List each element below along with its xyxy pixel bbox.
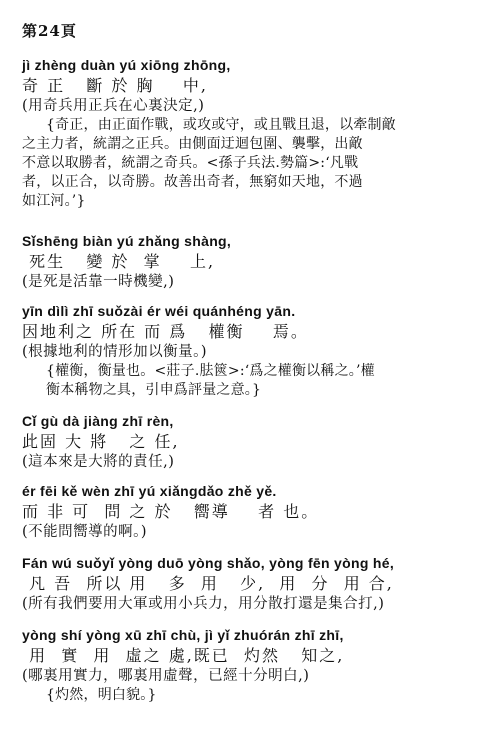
pinyin-line: Sǐshēng biàn yú zhǎng shàng, [22, 233, 232, 249]
translation-line: (這本來是大將的責任,) [22, 454, 175, 470]
note-line: 者，以正合，以奇勝。故善出奇者，無窮如天地，不過 [22, 174, 363, 190]
entry-block [22, 302, 486, 400]
pinyin-line: yīn dìlì zhī suǒzài ér wéi quánhéng yān. [22, 303, 296, 319]
note-line: 之主力者，統謂之正兵。由側面迂迴包圍、襲擊，出敵 [22, 136, 363, 152]
hanzi-line: 此固 大 將 之 任, [22, 432, 180, 451]
translation-line: (哪裏用實力，哪裏用虛聲，已經十分明白,) [22, 668, 310, 684]
hanzi-line: 因地利之 所在 而 爲 權衡 焉。 [22, 322, 309, 341]
pinyin-line: Cǐ gù dà jiàng zhī rèn, [22, 413, 174, 429]
entry-block [22, 232, 486, 292]
note-line: 如江河。’} [22, 193, 86, 209]
entry-block [22, 554, 486, 614]
hanzi-line: 而 非 可 問 之 於 嚮導 者 也。 [22, 502, 320, 521]
note-line: 衡本稱物之具，引申爲評量之意。} [46, 382, 262, 398]
entry-block [22, 412, 486, 472]
translation-line: (根據地利的情形加以衡量。) [22, 344, 208, 360]
entry-block [22, 482, 486, 542]
pinyin-line: yòng shí yòng xū zhī chù, jì yǐ zhuórán zhī zhī, [22, 627, 344, 643]
note-line: {灼然，明白貌。} [46, 687, 157, 703]
hanzi-line: 用 實 用 虛之 處,既已 灼然 知之, [22, 646, 345, 665]
note-line: 不意以取勝者，統謂之奇兵。<孫子兵法.勢篇>:‘凡戰 [22, 155, 359, 171]
hanzi-line: 奇 正 斷 於 胸 中, [22, 76, 208, 95]
hanzi-line: 死生 變 於 掌 上, [22, 252, 216, 271]
hanzi-line: 凡 吾 所以 用 多 用 少, 用 分 用 合, [22, 574, 394, 593]
page-number-label: 第24頁 [22, 22, 77, 40]
entry-block [22, 626, 486, 705]
translation-line: (是死是活靠一時機變,) [22, 274, 175, 290]
pinyin-line: Fán wú suǒyǐ yòng duō yòng shǎo, yòng fēn yòng hé, [22, 555, 395, 571]
pinyin-line: ér fēi kě wèn zhī yú xiǎngdǎo zhě yě. [22, 483, 277, 499]
note-line: {權衡，衡量也。<莊子.胠篋>:‘爲之權衡以稱之。’權 [46, 363, 375, 379]
entry-block [22, 56, 486, 211]
translation-line: (不能問嚮導的啊。) [22, 524, 148, 540]
note-line: {奇正，由正面作戰，或攻或守，或且戰且退，以牽制敵 [46, 117, 396, 133]
translation-line: (所有我們要用大軍或用小兵力，用分散打還是集合打,) [22, 596, 385, 612]
pinyin-line: jì zhèng duàn yú xiōng zhōng, [22, 57, 231, 73]
translation-line: (用奇兵用正兵在心裏決定,) [22, 98, 205, 114]
